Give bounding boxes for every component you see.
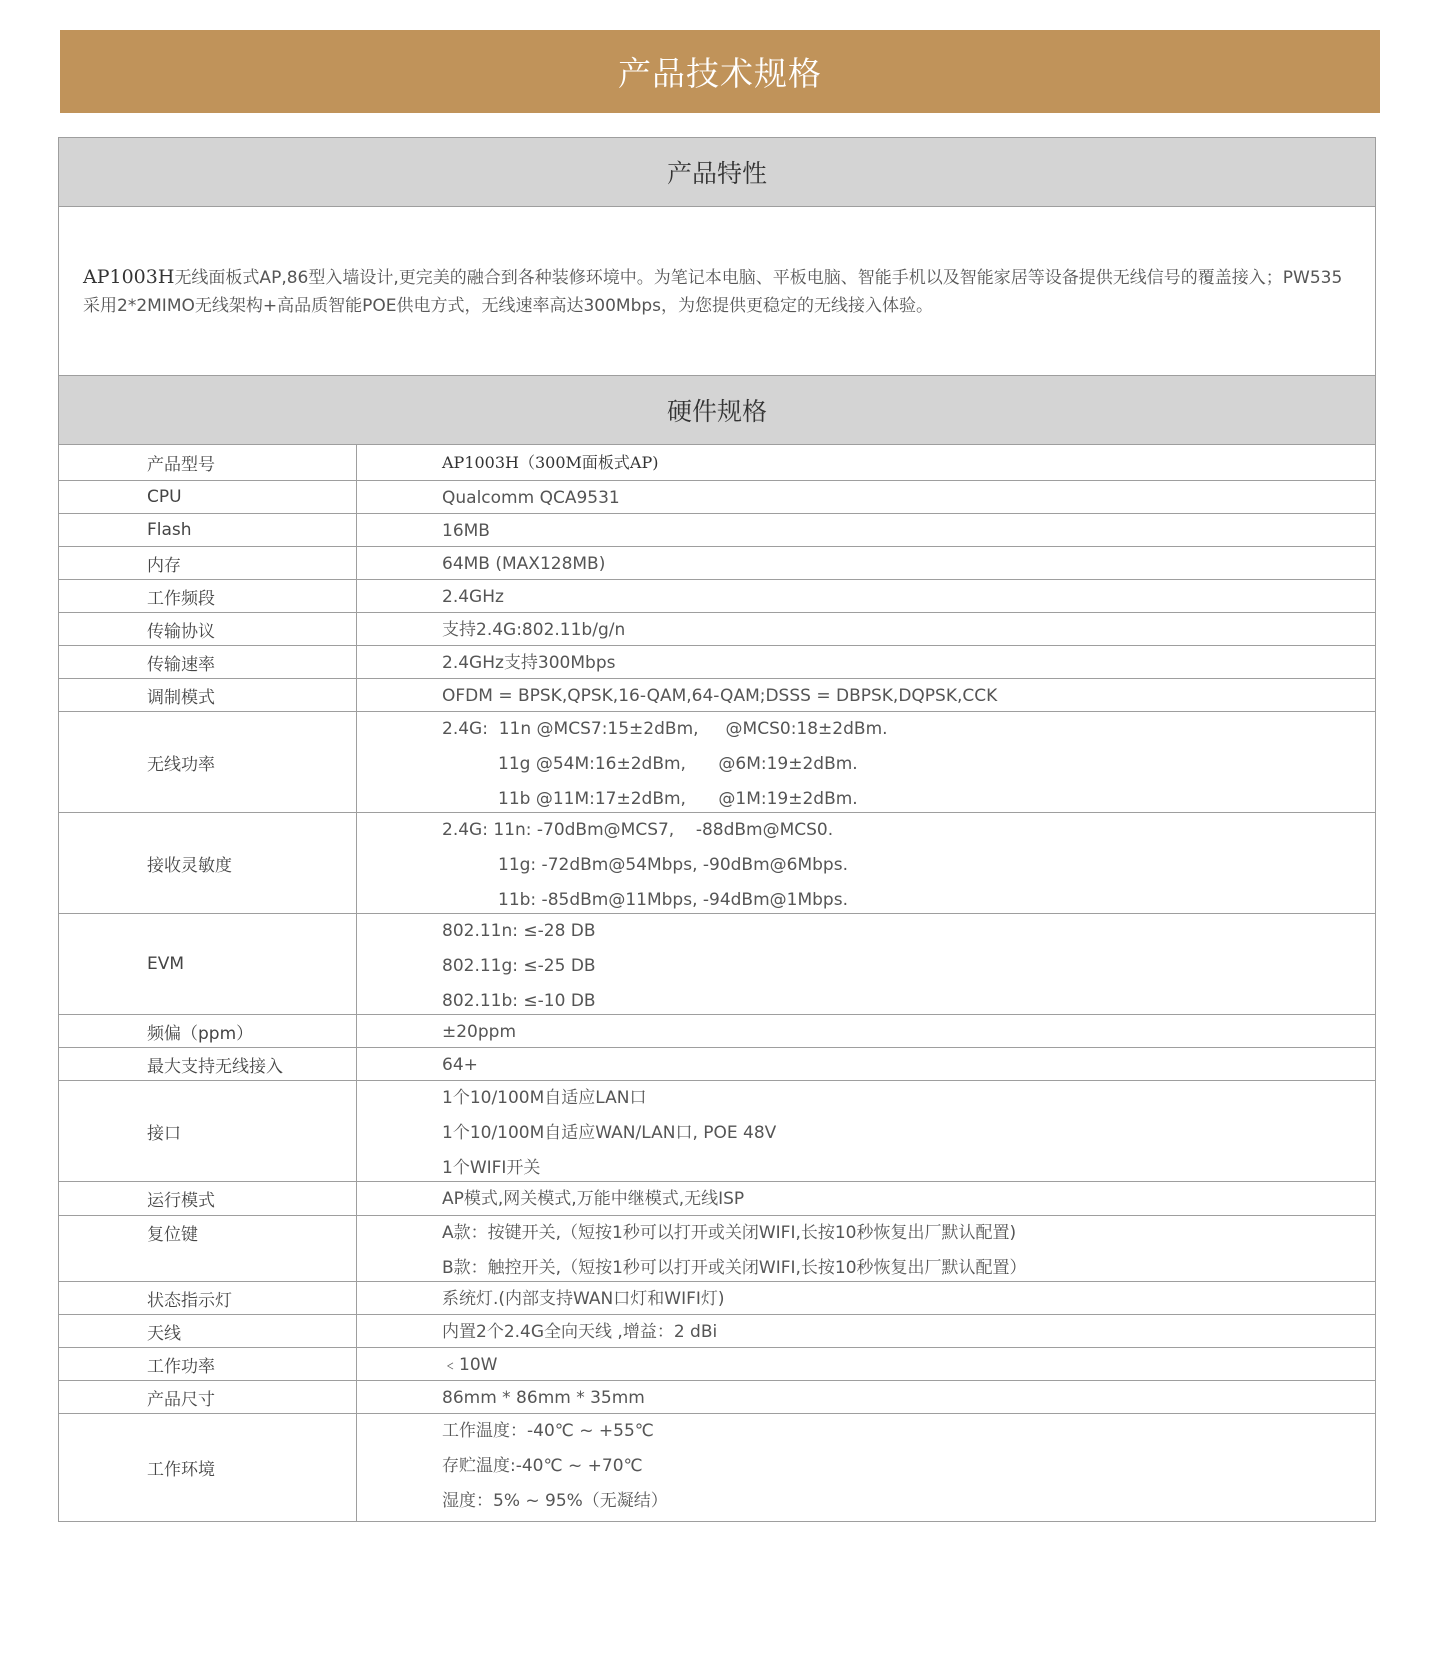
- hardware-heading: [59, 376, 1375, 445]
- spec-value: [357, 445, 1375, 480]
- spec-value: [357, 1216, 1375, 1281]
- spec-label: CPU: [59, 481, 357, 513]
- spec-value-line: AP模式,网关模式,万能中继模式,无线ISP: [442, 1189, 745, 1209]
- spec-value-line: 11b: -85dBm@11Mbps, -94dBm@1Mbps.: [498, 890, 848, 910]
- spec-value-line: 湿度：5% ~ 95%（无凝结）: [442, 1491, 668, 1511]
- spec-value: [357, 1315, 1375, 1347]
- spec-label: 调制模式: [59, 679, 357, 711]
- spec-value-line: 802.11b: ≤-10 DB: [442, 991, 596, 1011]
- spec-value-line: 1个10/100M自适应WAN/LAN口, POE 48V: [442, 1123, 777, 1143]
- spec-value-line: 11g: -72dBm@54Mbps, -90dBm@6Mbps.: [498, 855, 848, 875]
- features-description: [59, 207, 1375, 376]
- spec-value-line: 11g @54M:16±2dBm, @6M:19±2dBm.: [498, 754, 858, 774]
- spec-value-line: 2.4G: 11n: -70dBm@MCS7, -88dBm@MCS0.: [442, 820, 834, 840]
- spec-value-line: AP1003H（300M面板式AP): [442, 453, 659, 472]
- spec-label: 无线功率: [59, 712, 357, 812]
- spec-value: [357, 580, 1375, 612]
- spec-value-line: 86mm * 86mm * 35mm: [442, 1388, 645, 1408]
- spec-value: [357, 1081, 1375, 1181]
- spec-value-line: OFDM = BPSK,QPSK,16-QAM,64-QAM;DSSS = DBPSK,DQPSK,CCK: [442, 686, 998, 706]
- spec-label: 内存: [59, 547, 357, 579]
- spec-value: [357, 813, 1375, 913]
- hardware-spec-rows: [59, 445, 1375, 1521]
- spec-row: [59, 513, 1375, 546]
- spec-value: [357, 1348, 1375, 1380]
- spec-row: [59, 1014, 1375, 1047]
- spec-row: [59, 480, 1375, 513]
- spec-value: [357, 613, 1375, 645]
- spec-row: [59, 1347, 1375, 1380]
- spec-label: 频偏（ppm）: [59, 1015, 357, 1047]
- features-text: 无线面板式AP,86型入墙设计,更完美的融合到各种装修环境中。为笔记本电脑、平板电脑、智能手机以及智能家居等设备提供无线信号的覆盖接入；PW535采用2*2MIMO无线架构+高品质智能POE供电方式，无线速率高达300Mbps，为您提供更稳定的无线接入体验。: [83, 268, 1343, 316]
- spec-label: 运行模式: [59, 1182, 357, 1215]
- spec-value-line: A款：按键开关,（短按1秒可以打开或关闭WIFI,长按10秒恢复出厂默认配置): [442, 1223, 1017, 1243]
- spec-row: [59, 812, 1375, 913]
- spec-row: [59, 1281, 1375, 1314]
- spec-label: 天线: [59, 1315, 357, 1347]
- spec-label: 最大支持无线接入: [59, 1048, 357, 1080]
- spec-value: [357, 1048, 1375, 1080]
- spec-row: [59, 546, 1375, 579]
- spec-row: [59, 1080, 1375, 1181]
- spec-value-line: 2.4GHz: [442, 587, 504, 607]
- spec-row: [59, 1047, 1375, 1080]
- spec-row: [59, 1380, 1375, 1413]
- spec-value-line: 64+: [442, 1055, 478, 1075]
- spec-label: 状态指示灯: [59, 1282, 357, 1314]
- spec-label: EVM: [59, 914, 357, 1014]
- spec-label: 产品尺寸: [59, 1381, 357, 1413]
- spec-row: [59, 1314, 1375, 1347]
- spec-value: [357, 1182, 1375, 1215]
- spec-value-line: 16MB: [442, 521, 490, 541]
- spec-value-line: 系统灯.(内部支持WAN口灯和WIFI灯): [442, 1289, 725, 1309]
- page-title-banner: [60, 30, 1380, 113]
- spec-value: [357, 914, 1375, 1014]
- spec-value-line: 内置2个2.4G全向天线 ,增益：2 dBi: [442, 1322, 718, 1342]
- spec-value-line: 1个WIFI开关: [442, 1158, 541, 1178]
- spec-value-line: 存贮温度:-40℃ ~ +70℃: [442, 1456, 643, 1476]
- spec-value-line: 11b @11M:17±2dBm, @1M:19±2dBm.: [498, 789, 858, 809]
- spec-value-line: 2.4G: 11n @MCS7:15±2dBm, @MCS0:18±2dBm.: [442, 719, 888, 739]
- spec-value: [357, 1381, 1375, 1413]
- features-heading: [59, 138, 1375, 207]
- spec-value-line: 2.4GHz支持300Mbps: [442, 653, 616, 673]
- spec-label: 传输速率: [59, 646, 357, 678]
- spec-row: [59, 711, 1375, 812]
- spec-label: 产品型号: [59, 445, 357, 480]
- spec-row: [59, 1413, 1375, 1521]
- spec-table: [58, 137, 1376, 1522]
- spec-label: 接口: [59, 1081, 357, 1181]
- spec-value-line: B款：触控开关,（短按1秒可以打开或关闭WIFI,长按10秒恢复出厂默认配置）: [442, 1258, 1027, 1278]
- spec-label: Flash: [59, 514, 357, 546]
- features-model-name: AP1003H: [83, 266, 175, 288]
- spec-label: 复位键: [59, 1216, 357, 1281]
- spec-value-line: 工作温度：-40℃ ~ +55℃: [442, 1421, 654, 1441]
- spec-value: [357, 481, 1375, 513]
- page-title: 产品技术规格: [618, 54, 822, 93]
- spec-row: [59, 678, 1375, 711]
- spec-label: 工作环境: [59, 1414, 357, 1521]
- spec-value-line: 802.11n: ≤-28 DB: [442, 921, 596, 941]
- spec-value-line: ﹤10W: [442, 1355, 498, 1375]
- spec-value-line: 64MB (MAX128MB): [442, 554, 606, 574]
- spec-value: [357, 514, 1375, 546]
- spec-row: [59, 645, 1375, 678]
- spec-label: 传输协议: [59, 613, 357, 645]
- spec-value: [357, 679, 1375, 711]
- spec-label: 工作功率: [59, 1348, 357, 1380]
- features-heading-text: 产品特性: [666, 159, 767, 188]
- spec-value: [357, 1015, 1375, 1047]
- spec-value: [357, 1414, 1375, 1521]
- spec-label: 工作频段: [59, 580, 357, 612]
- spec-row: [59, 1215, 1375, 1281]
- spec-row: [59, 913, 1375, 1014]
- spec-value: [357, 547, 1375, 579]
- spec-label: 接收灵敏度: [59, 813, 357, 913]
- spec-value-line: 支持2.4G:802.11b/g/n: [442, 620, 626, 640]
- spec-value: [357, 1282, 1375, 1314]
- spec-value-line: Qualcomm QCA9531: [442, 488, 620, 508]
- spec-row: [59, 579, 1375, 612]
- spec-row: [59, 1181, 1375, 1215]
- spec-row: [59, 612, 1375, 645]
- spec-value: [357, 712, 1375, 812]
- spec-value-line: 1个10/100M自适应LAN口: [442, 1088, 647, 1108]
- spec-row: [59, 445, 1375, 480]
- spec-value-line: 802.11g: ≤-25 DB: [442, 956, 596, 976]
- spec-value: [357, 646, 1375, 678]
- hardware-heading-text: 硬件规格: [666, 397, 767, 426]
- spec-value-line: ±20ppm: [442, 1022, 517, 1042]
